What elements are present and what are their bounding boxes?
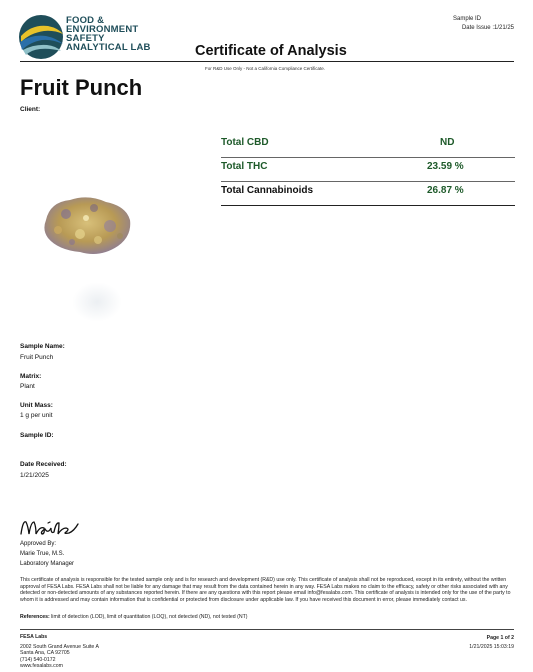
- footer-address-line2: Santa Ana, CA 92705: [20, 650, 70, 656]
- matrix-label: Matrix:: [20, 373, 42, 380]
- product-name: Fruit Punch: [20, 75, 143, 100]
- references-text: limit of detection (LOD), limit of quantitation (LOQ), not detected (ND), not tested (NT): [51, 614, 248, 620]
- summary-label: Total Cannabinoids: [221, 185, 314, 196]
- sample-name-label: Sample Name:: [20, 343, 65, 350]
- sample-id-label: Sample ID: [452, 16, 481, 22]
- product-photo: [36, 188, 140, 264]
- approver-role: Laboratory Manager: [20, 561, 75, 567]
- footer-page-info: [469, 634, 514, 652]
- summary-row: [221, 158, 515, 182]
- summary-label: Total CBD: [221, 137, 269, 148]
- approval-block: [20, 539, 74, 569]
- summary-value: ND: [440, 137, 455, 148]
- approver-name: Marie True, M.S.: [20, 551, 65, 557]
- approved-by-label: Approved By:: [20, 541, 57, 547]
- page-number: Page 1 of 2: [486, 635, 514, 641]
- date-issued-value: :1/21/25: [492, 25, 514, 31]
- disclaimer-text: This certificate of analysis is responsible for the tested sample only and is for research and development (R&D) use only. This certificate of analysis shall not be reproduced, except in its entirety, without the written approval of FESA Labs. FESA Labs shall not be liable for any damage that may result from the data contained herein in any way. FESA Labs makes no claim to the efficacy, safety or other risks associated with any detected or non-detected amounts of any substances reported herein. If there are any questions with this report please email info@fesalabs.com. This certificate of analysis is intended only for the use of the party to whom it is addressed and may contain information that is confidential or protected from disclosure under applicable law. If you have received this document in error, please immediately contact us.: [20, 577, 511, 604]
- cannabinoid-summary: [221, 134, 515, 206]
- summary-row: [221, 134, 515, 158]
- summary-label: Total THC: [221, 161, 268, 172]
- references-label: References:: [20, 614, 50, 620]
- footer-phone: (714) 540-0172: [20, 656, 56, 663]
- footer-address: [20, 634, 99, 670]
- matrix-value: Plant: [20, 383, 35, 390]
- date-received-value: 1/21/2025: [20, 472, 49, 479]
- header-meta: [453, 15, 514, 33]
- unit-mass-label: Unit Mass:: [20, 402, 53, 409]
- footer-timestamp: 1/21/2025 15:03:19: [469, 644, 514, 650]
- unit-mass-value: 1 g per unit: [20, 412, 53, 419]
- document-title: Certificate of Analysis: [195, 43, 347, 59]
- header-divider: [20, 61, 514, 62]
- footer-firm: FESA Labs: [20, 634, 48, 640]
- sample-id-detail-label: Sample ID:: [20, 432, 54, 439]
- summary-value: 26.87 %: [427, 185, 464, 196]
- client-label: Client:: [20, 106, 41, 113]
- date-issued-label: Date Issue: [461, 25, 491, 31]
- photo-shadow: [72, 282, 122, 322]
- footer-web: www.fesalabs.com: [20, 663, 63, 669]
- footer-divider: [20, 629, 514, 630]
- sample-name-value: Fruit Punch: [20, 354, 54, 361]
- summary-value: 23.59 %: [427, 161, 464, 172]
- date-received-label: Date Received:: [20, 461, 67, 468]
- summary-row: [221, 182, 515, 206]
- logo-wordmark: FOOD & ENVIRONMENT SAFETY ANALYTICAL LAB: [66, 15, 151, 53]
- document-subtitle: For R&D Use Only - Not a California Compliance Certificate.: [205, 66, 326, 71]
- footer-address-line1: 2002 South Grand Avenue Suite A: [20, 643, 99, 650]
- references: [20, 614, 513, 620]
- signature-icon: [18, 514, 82, 540]
